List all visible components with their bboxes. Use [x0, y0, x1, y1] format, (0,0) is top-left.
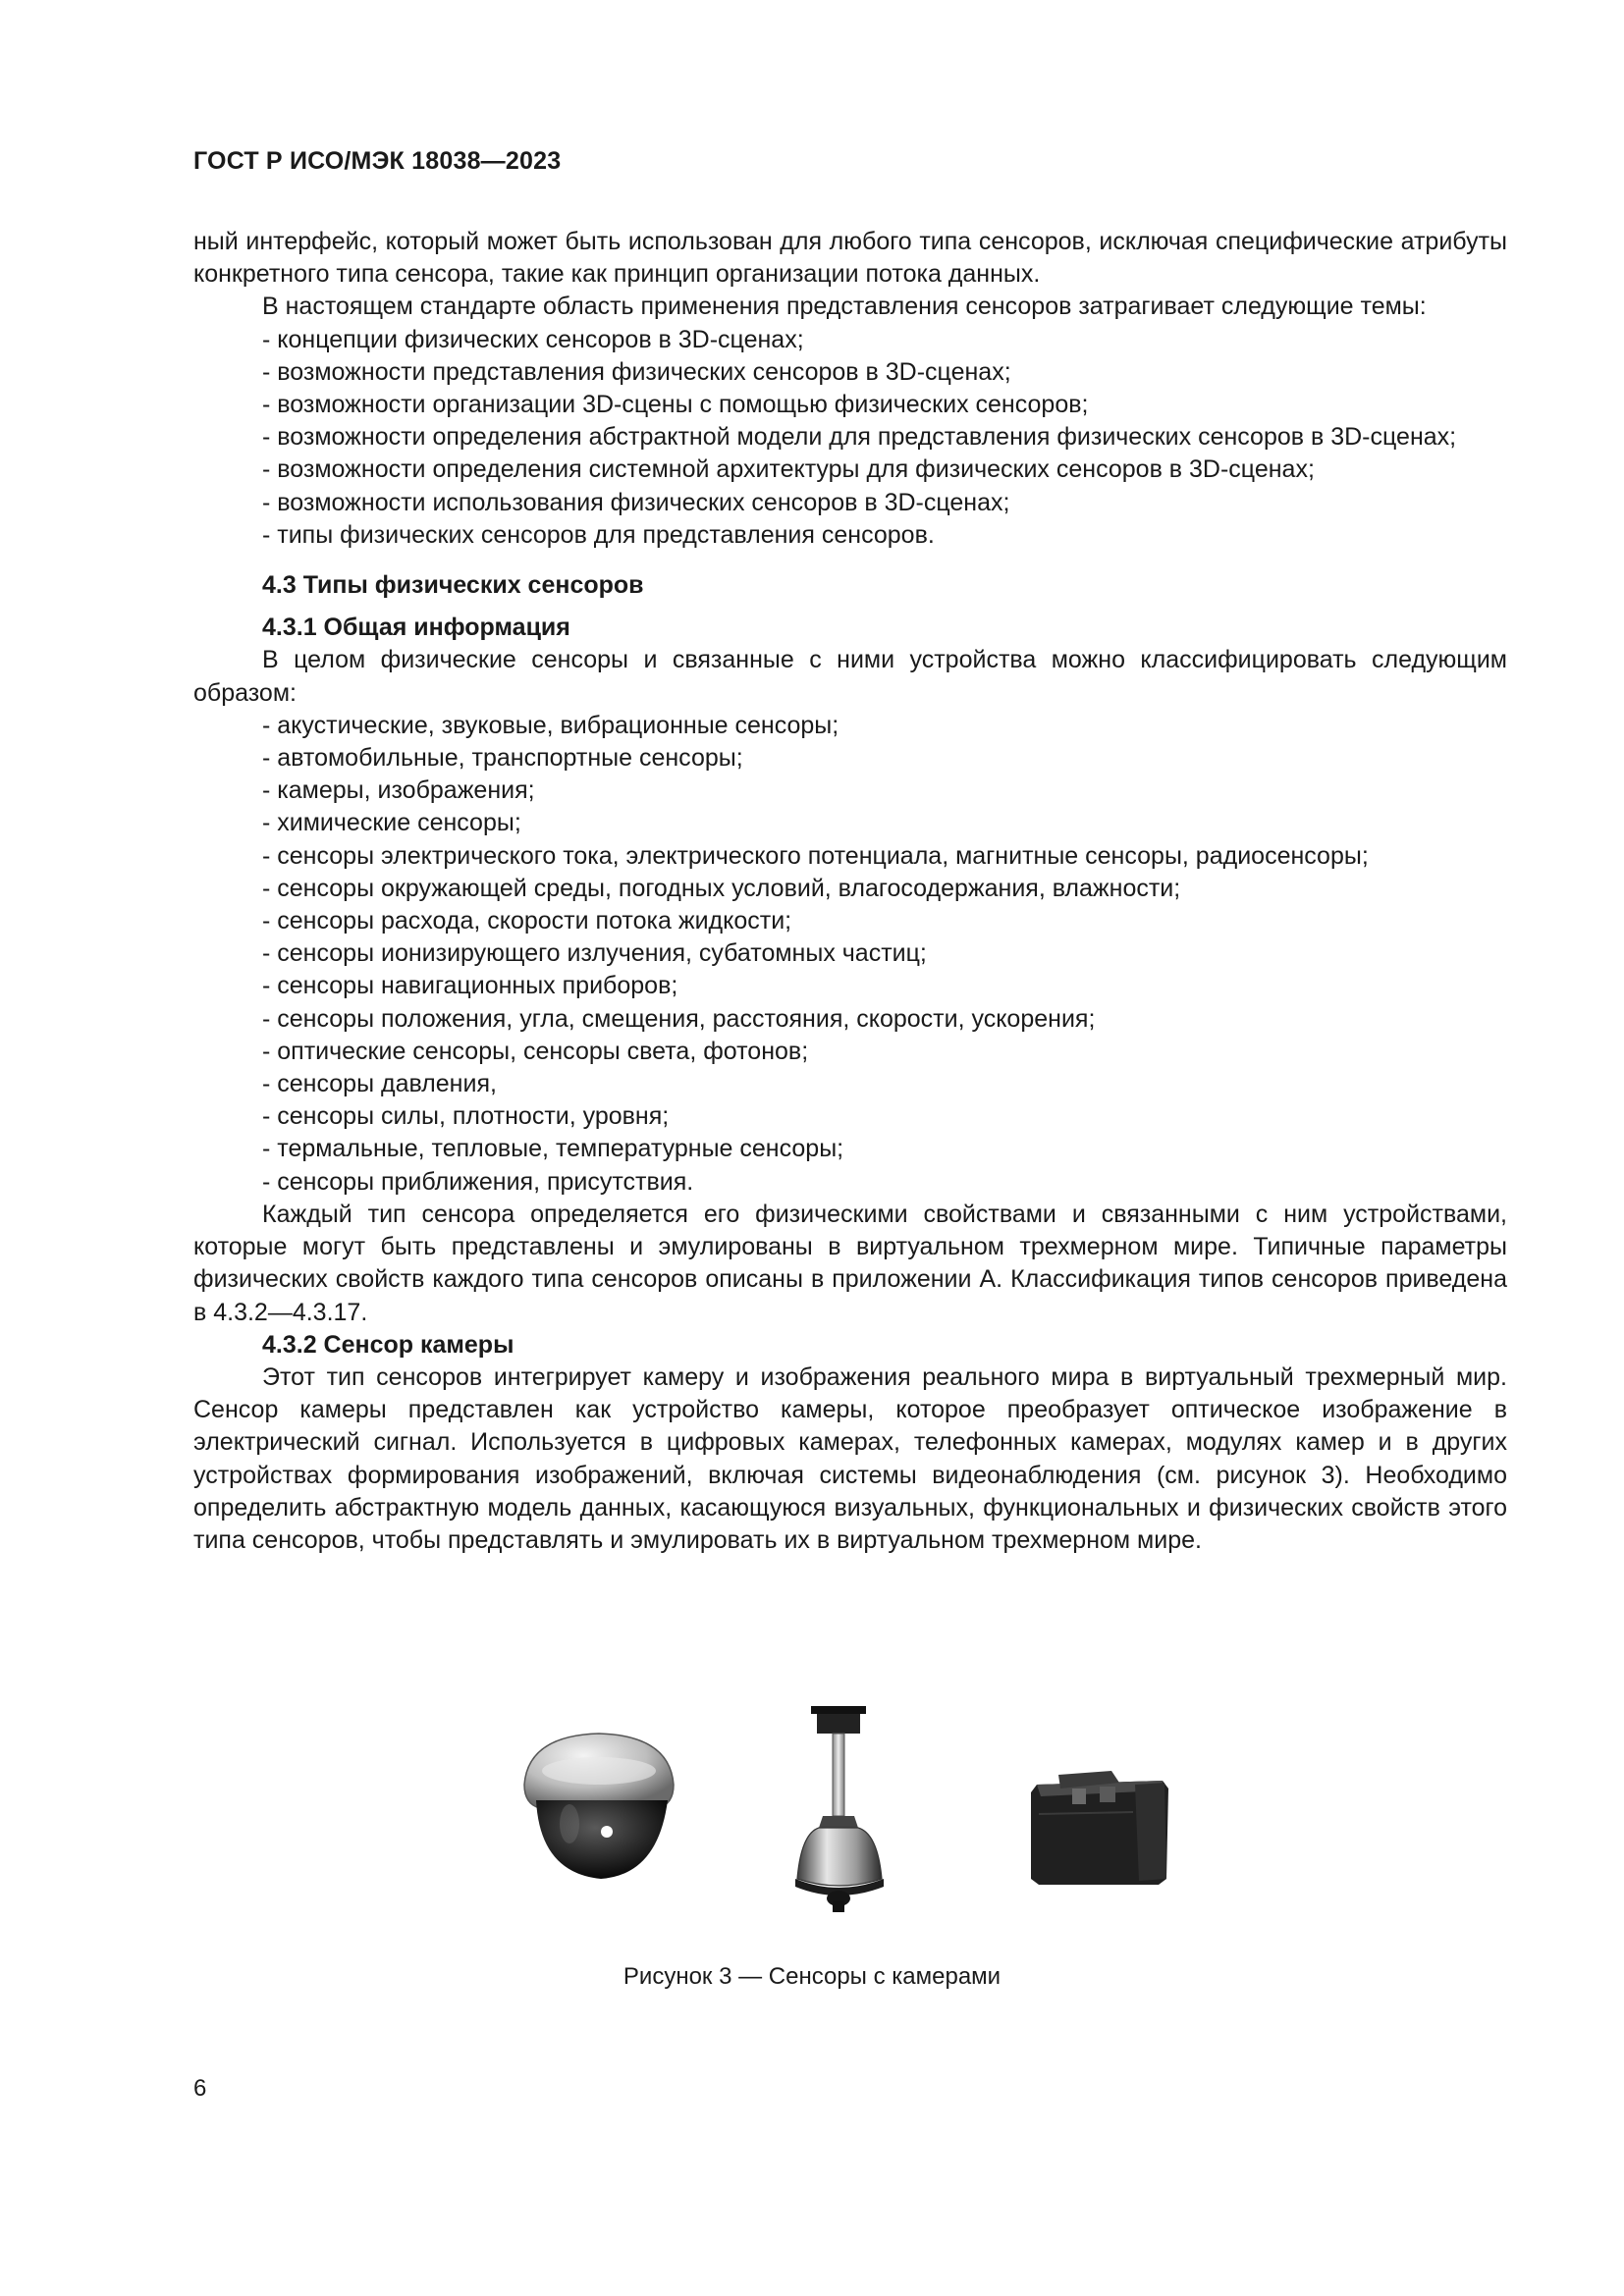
list-item: - сенсоры окружающей среды, погодных условий, влагосодержания, влажности; [262, 874, 1181, 902]
page-number: 6 [193, 2075, 207, 2102]
list-item: - сенсоры приближения, присутствия. [262, 1167, 694, 1196]
box-camera-icon [1031, 1771, 1168, 1885]
document-header: ГОСТ Р ИСО/МЭК 18038—2023 [193, 147, 562, 175]
document-body [193, 226, 1507, 1557]
list-item: - типы физических сенсоров для представления сенсоров. [262, 520, 935, 549]
list-item: - сенсоры электрического тока, электрического потенциала, магнитные сенсоры, радиосенсоры; [262, 841, 1369, 870]
list-item: - камеры, изображения; [262, 776, 535, 805]
list-item: - сенсоры навигационных приборов; [262, 972, 678, 1000]
list-item: - автомобильные, транспортные сенсоры; [262, 744, 743, 773]
list-item: - концепции физических сенсоров в 3D-сценах; [262, 325, 804, 353]
subsection-heading-4-3-1: 4.3.1 Общая информация [262, 614, 570, 642]
list-item: - сенсоры положения, угла, смещения, расстояния, скорости, ускорения; [262, 1004, 1096, 1033]
figure-camera-sensors [511, 1706, 1178, 1922]
paragraph-sensor-properties: Каждый тип сенсора определяется его физическими свойствами и связанными с ним устройствами, которые могут быть представлены и эмулированы в виртуальном трехмерном мире. Типичные параметры физических свойств каждого типа сенсоров описаны в приложении А. Классификация типов сенсоров приведена в 4.3.2—4.3.17. [193, 1200, 1507, 1326]
subsection-heading-4-3-2: 4.3.2 Сенсор камеры [262, 1330, 514, 1359]
list-item: - химические сенсоры; [262, 809, 521, 837]
paragraph-intro-continuation: ный интерфейс, который может быть использован для любого типа сенсоров, исключая специфические атрибуты конкретного типа сенсора, такие как принцип организации потока данных. [193, 228, 1507, 289]
list-item: - сенсоры ионизирующего излучения, субатомных частиц; [262, 939, 927, 968]
pendant-camera-icon [795, 1706, 884, 1912]
paragraph-camera-sensor: Этот тип сенсоров интегрирует камеру и изображения реального мира в виртуальный трехмерный мир. Сенсор камеры представлен как устройство камеры, которое преобразует оптическое изображение в электрический сигнал. Используется в цифровых камерах, телефонных камерах, модулях камер и в других устройствах формирования изображений, включая системы видеонаблюдения (см. рисунок 3). Необходимо определить абстрактную модель данных, касающуюся визуальных, функциональных и физических свойств этого типа сенсоров, чтобы представлять и эмулировать их в виртуальном трехмерном мире. [193, 1362, 1507, 1554]
list-item: - возможности определения системной архитектуры для физических сенсоров в 3D-сценах; [262, 455, 1315, 484]
list-item: - сенсоры расхода, скорости потока жидкости; [262, 907, 792, 935]
list-item: - возможности определения абстрактной модели для представления физических сенсоров в 3D-сценах; [262, 423, 1457, 452]
list-item: - возможности организации 3D-сцены с помощью физических сенсоров; [262, 391, 1089, 419]
camera-illustrations [511, 1706, 1178, 1922]
section-heading-4-3: 4.3 Типы физических сенсоров [262, 571, 644, 600]
paragraph-scope: В настоящем стандарте область применения представления сенсоров затрагивает следующие темы: [262, 293, 1427, 321]
sensor-types-list [193, 710, 1507, 1199]
figure-caption: Рисунок 3 — Сенсоры с камерами [623, 1963, 1001, 1990]
list-item: - сенсоры давления, [262, 1070, 497, 1098]
scope-list [193, 324, 1507, 552]
list-item: - термальные, тепловые, температурные сенсоры; [262, 1135, 844, 1163]
dome-camera-icon [524, 1734, 674, 1879]
list-item: - возможности представления физических сенсоров в 3D-сценах; [262, 357, 1011, 386]
list-item: - сенсоры силы, плотности, уровня; [262, 1102, 670, 1131]
list-item: - оптические сенсоры, сенсоры света, фотонов; [262, 1037, 809, 1065]
list-item: - возможности использования физических сенсоров в 3D-сценах; [262, 488, 1010, 516]
paragraph-classification-intro: В целом физические сенсоры и связанные с ними устройства можно классифицировать следующим образом: [193, 646, 1507, 707]
list-item: - акустические, звуковые, вибрационные сенсоры; [262, 711, 839, 739]
